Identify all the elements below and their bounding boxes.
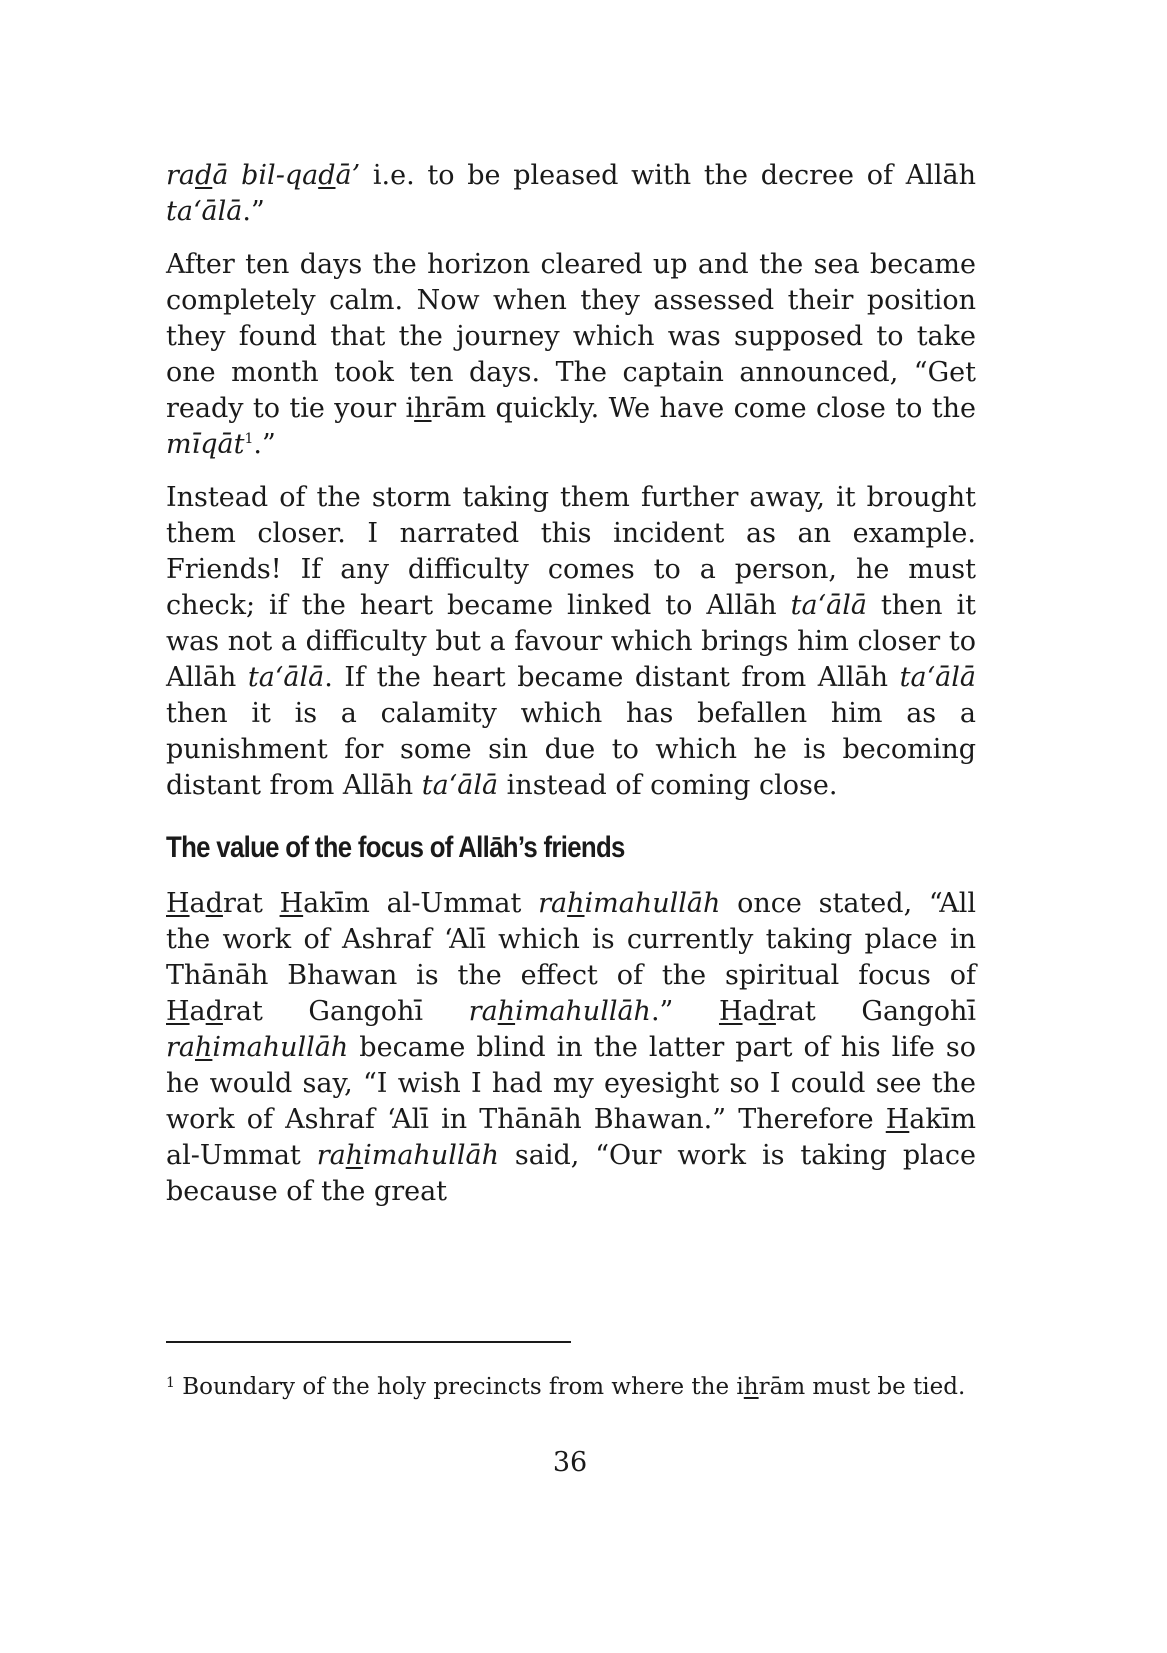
text-run: h xyxy=(195,1032,213,1063)
text-run: instead of coming close. xyxy=(498,770,838,801)
text-run: a xyxy=(189,888,206,919)
footnote-marker: 1 xyxy=(166,1375,175,1391)
text-run: rām must be tied. xyxy=(758,1374,966,1400)
paragraph-1 xyxy=(166,158,976,230)
text-run: became blind in the latter part of his life so he would say, “I wish I had my eyesight so I could see the work of Ashraf ‘Alī in Thānāh Bhawan.” Therefore xyxy=(166,1032,976,1135)
text-run: ā’ xyxy=(335,160,361,191)
text-run: H xyxy=(279,888,304,919)
text-run: ta‘ālā xyxy=(247,662,325,693)
text-run: ta‘ālā xyxy=(166,196,243,227)
text-run: once stated, “All the work of Ashraf ‘Alī which is currently taking place in Thānāh Bhawan is the effect of the spiritual focus of xyxy=(166,888,977,991)
text-run: rat xyxy=(222,888,280,919)
text-run: H xyxy=(718,996,743,1027)
text-run: rat Gangohī xyxy=(222,996,469,1027)
text-run: ta‘ālā xyxy=(421,770,499,801)
text-run: akīm al-Ummat xyxy=(303,888,539,919)
text-run: .” xyxy=(650,996,719,1027)
text-run: then it was not a difficulty but a favour which brings him closer to Allāh xyxy=(166,590,976,693)
text-run: a xyxy=(189,996,206,1027)
text-run: H xyxy=(166,996,190,1027)
text-run: d xyxy=(758,996,776,1027)
paragraph-2 xyxy=(166,247,976,463)
text-run: imahullāh xyxy=(363,1140,499,1171)
text-run: ra xyxy=(166,160,196,191)
text-run: .” xyxy=(242,196,265,227)
text-run: . If the heart became distant from Allāh xyxy=(324,662,900,693)
text-run: .” xyxy=(253,429,276,460)
text-run: ra xyxy=(166,1032,196,1063)
paragraph-4 xyxy=(166,886,976,1210)
text-run: ra xyxy=(316,1140,346,1171)
text-run: imahullāh xyxy=(212,1032,349,1063)
text-run: After ten days the horizon cleared up and the sea became completely calm. Now when they assessed their position they found that the journey which was supposed to take one month took ten days. The captain announced, “Get ready to tie your i xyxy=(166,249,976,424)
text-run: rām quickly. We have come close to the xyxy=(431,393,977,424)
text-run: d xyxy=(205,996,223,1027)
text-run: h xyxy=(743,1374,759,1400)
text-run: ra xyxy=(538,888,568,919)
text-run: Boundary of the holy precincts from where the i xyxy=(174,1374,744,1400)
text-run: imahullāh xyxy=(584,888,721,919)
text-run: Instead of the storm taking them further away, it brought them closer. I narrated this incident as an example. Friends! If any difficulty comes to a person, he must check; if the heart became linked to Allāh xyxy=(166,482,976,621)
text-run: ta‘ālā xyxy=(899,662,976,693)
text-run: said, “Our work is taking place because of the great xyxy=(166,1140,976,1207)
text-run: akīm al-Ummat xyxy=(166,1104,976,1171)
text-run: d xyxy=(205,888,223,919)
text-run: h xyxy=(414,393,432,424)
text-run: mīqāt xyxy=(166,429,245,460)
footnote xyxy=(166,1371,976,1404)
text-run: H xyxy=(885,1104,910,1135)
text-run: h xyxy=(567,888,585,919)
text-run: i.e. to be pleased with the decree of Allāh xyxy=(360,160,976,191)
text-run: then it is a calamity which has befallen him as a punishment for some sin due to which he is becoming distant from Allāh xyxy=(166,698,976,801)
text-run: d xyxy=(318,160,336,191)
page-body xyxy=(166,158,976,1210)
text-run: h xyxy=(497,996,516,1027)
text-run: d xyxy=(195,160,213,191)
text-run: H xyxy=(166,888,190,919)
text-run: h xyxy=(345,1140,364,1171)
text-run: ta‘ālā xyxy=(790,590,867,621)
paragraph-3 xyxy=(166,480,976,804)
text-run: a xyxy=(742,996,759,1027)
text-run: rat Gangohī xyxy=(775,996,977,1027)
text-run: ā bil-qa xyxy=(212,160,319,191)
footnote-reference[interactable]: 1 xyxy=(244,431,254,447)
text-run: ra xyxy=(468,996,498,1027)
footnote-divider xyxy=(166,1341,571,1343)
section-heading: The value of the focus of Allāh’s friends xyxy=(166,831,625,864)
page-number: 36 xyxy=(552,1447,588,1478)
text-run: imahullāh xyxy=(515,996,651,1027)
